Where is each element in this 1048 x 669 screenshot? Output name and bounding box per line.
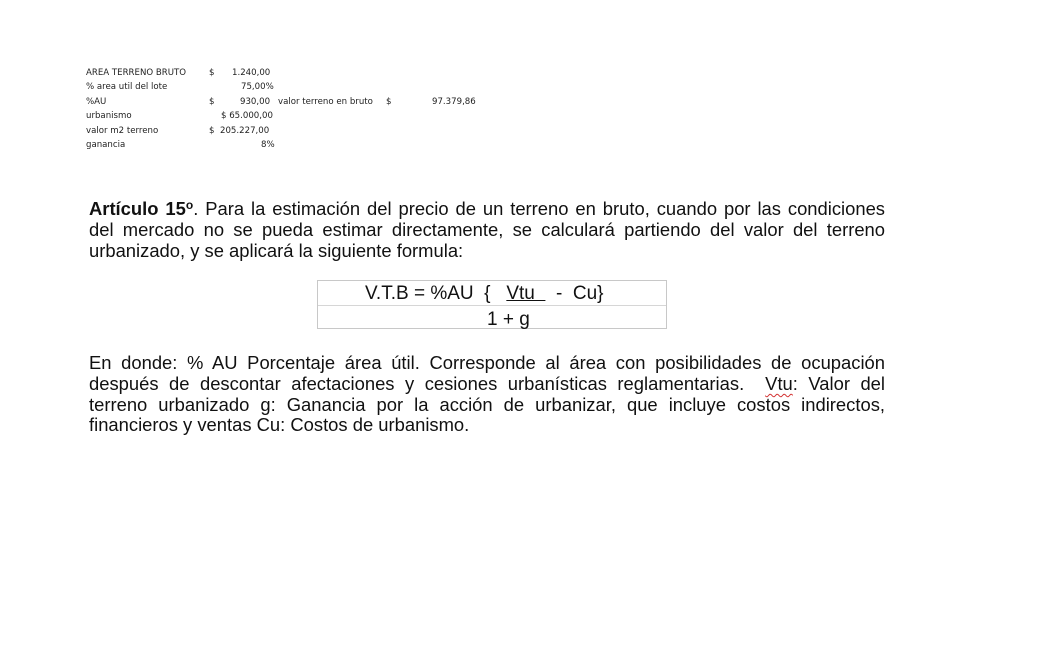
definitions-paragraph	[89, 352, 891, 436]
row-label: urbanismo	[86, 111, 132, 122]
row-currency: $	[209, 125, 215, 136]
formula-suffix: - Cu}	[545, 283, 604, 304]
row-value: 8%	[261, 139, 275, 150]
row-extra-value: 97.379,86	[432, 96, 476, 107]
formula-divider	[318, 305, 666, 306]
formula-denominator: 1 + g	[487, 309, 530, 330]
row-label: ganancia	[86, 139, 126, 150]
row-value: 930,00	[240, 96, 271, 107]
row-value: 205.227,00	[220, 125, 270, 136]
row-value: $ 65.000,00	[221, 111, 273, 122]
article-heading-sup: o	[185, 198, 194, 212]
article-heading: Artículo 15	[89, 198, 186, 219]
vtu-term: Vtu	[765, 372, 793, 394]
row-label: valor m2 terreno	[86, 125, 159, 136]
row-extra-label: valor terreno en bruto	[278, 96, 373, 107]
row-label: %AU	[86, 96, 107, 107]
definitions-text-rest: : Valor del terreno urbanizado g: Ganancia por la acción de urbanizar, que incluye costos indirectos, financieros y ventas Cu: Costos de urbanismo.	[89, 372, 885, 436]
formula-numerator	[365, 283, 604, 305]
row-label: % area util del lote	[86, 82, 168, 93]
row-value: 75,00%	[241, 82, 274, 93]
row-currency: $	[209, 96, 215, 107]
article-paragraph	[89, 195, 885, 261]
row-extra-currency: $	[386, 96, 392, 107]
definitions-text: En donde: % AU Porcentaje área útil. Corresponde al área con posibilidades de ocupación después de descontar afectaciones y cesiones urbanísticas reglamentarias.	[89, 352, 891, 394]
row-currency: $	[209, 68, 215, 78]
formula-box	[317, 280, 667, 329]
article-text: . Para la estimación del precio de un terreno en bruto, cuando por las condiciones del mercado no se pueda estimar directamente, se calculará partiendo del valor del terreno urbanizado, y se aplicará la siguiente formula:	[89, 198, 885, 261]
formula-vtu: Vtu	[506, 283, 546, 304]
formula-prefix: V.T.B = %AU {	[365, 283, 507, 304]
row-value: 1.240,00	[232, 68, 271, 78]
row-label: AREA TERRENO BRUTO	[86, 68, 187, 78]
